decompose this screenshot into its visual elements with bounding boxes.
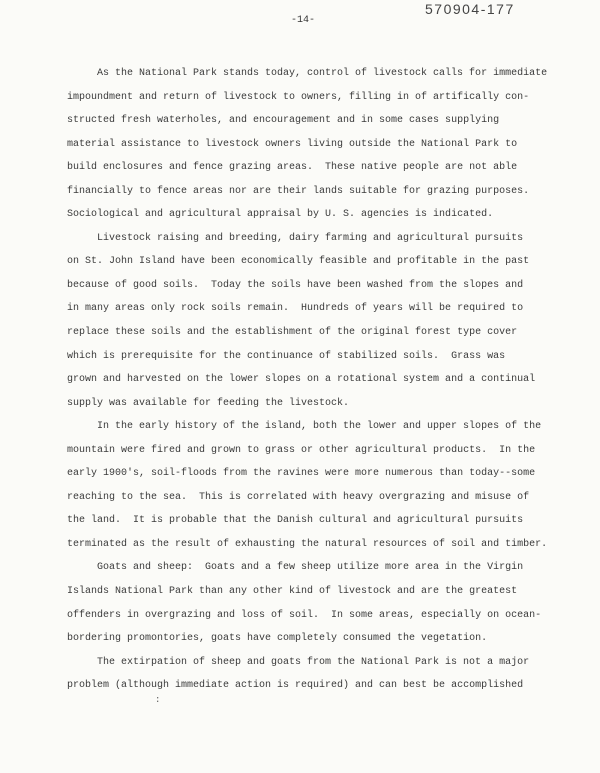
document-id-stamp: 570904-177 xyxy=(425,1,515,17)
text-line: grown and harvested on the lower slopes on a rotational system and a continual xyxy=(67,374,536,386)
text-line: In the early history of the island, both the lower and upper slopes of the xyxy=(97,421,542,433)
paragraph-goats-and-sheep xyxy=(67,556,567,650)
text-line: in many areas only rock soils remain. Hundreds of years will be required to xyxy=(67,303,524,315)
text-line: impoundment and return of livestock to owners, filling in of artifically con- xyxy=(67,91,530,103)
paragraph-livestock-control xyxy=(67,62,567,227)
text-line: Islands National Park than any other kind of livestock and are the greatest xyxy=(67,586,518,598)
text-line: the land. It is probable that the Danish cultural and agricultural pursuits xyxy=(67,515,524,527)
text-line: Livestock raising and breeding, dairy farming and agricultural pursuits xyxy=(97,232,524,244)
text-line: on St. John Island have been economically feasible and profitable in the past xyxy=(67,256,530,268)
text-line: financially to fence areas nor are their lands suitable for grazing purposes. xyxy=(67,185,530,197)
text-line: build enclosures and fence grazing areas. These native people are not able xyxy=(67,162,518,174)
text-line: offenders in overgrazing and loss of soil. In some areas, especially on ocean- xyxy=(67,609,542,621)
document-body xyxy=(67,62,567,698)
text-line: Sociological and agricultural appraisal by U. S. agencies is indicated. xyxy=(67,209,494,221)
text-line: bordering promontories, goats have completely consumed the vegetation. xyxy=(67,633,488,645)
text-line: material assistance to livestock owners living outside the National Park to xyxy=(67,138,518,150)
text-line: because of good soils. Today the soils have been washed from the slopes and xyxy=(67,279,524,291)
text-line: early 1900's, soil-floods from the ravines were more numerous than today--some xyxy=(67,468,536,480)
stray-mark: : xyxy=(155,695,161,705)
text-line: mountain were fired and grown to grass or other agricultural products. In the xyxy=(67,444,536,456)
text-line: replace these soils and the establishment of the original forest type cover xyxy=(67,327,518,339)
text-line: structed fresh waterholes, and encouragement and in some cases supplying xyxy=(67,115,500,127)
paragraph-extirpation xyxy=(67,651,567,698)
text-line: supply was available for feeding the livestock. xyxy=(67,397,350,409)
text-line: which is prerequisite for the continuance of stabilized soils. Grass was xyxy=(67,350,506,362)
paragraph-livestock-raising xyxy=(67,227,567,415)
text-line: reaching to the sea. This is correlated with heavy overgrazing and misuse of xyxy=(67,491,530,503)
text-line: As the National Park stands today, control of livestock calls for immediate xyxy=(97,68,548,79)
text-line: The extirpation of sheep and goats from the National Park is not a major xyxy=(97,656,530,668)
text-line: Goats and sheep: Goats and a few sheep utilize more area in the Virgin xyxy=(97,562,524,574)
paragraph-early-history xyxy=(67,415,567,556)
text-line: terminated as the result of exhausting the natural resources of soil and timber. xyxy=(67,538,548,550)
text-line: problem (although immediate action is required) and can best be accomplished xyxy=(67,680,524,692)
page-number: -14- xyxy=(291,15,316,26)
